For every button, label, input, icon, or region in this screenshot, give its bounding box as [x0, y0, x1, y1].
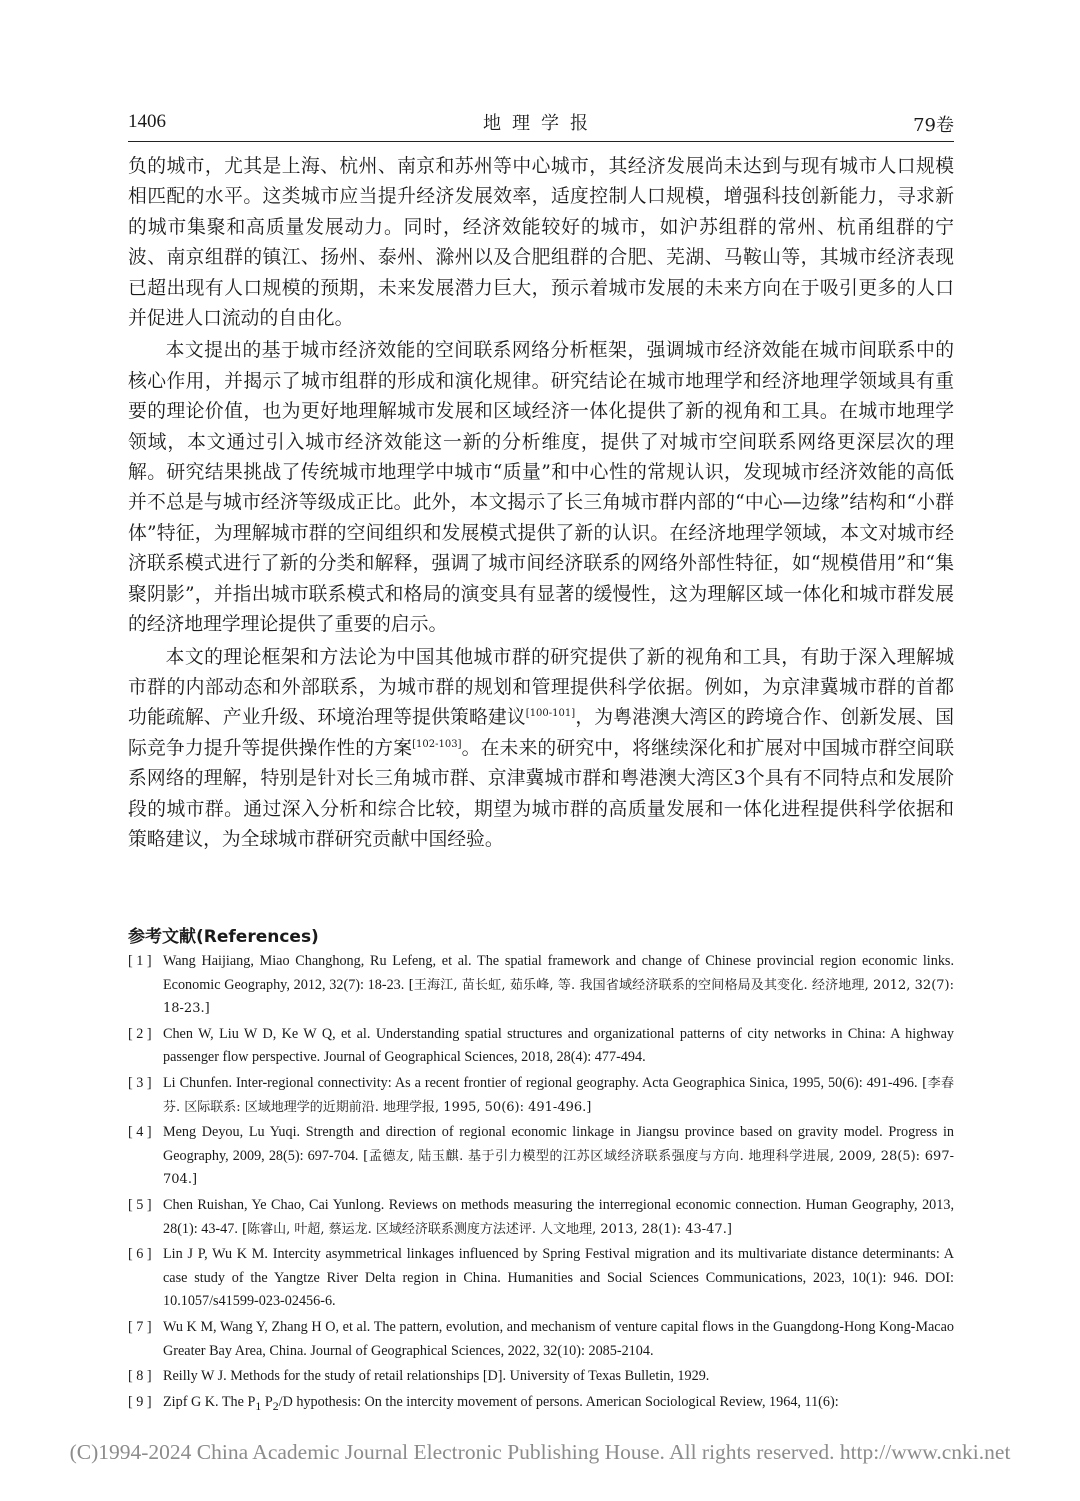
- paragraph-1: 负的城市，尤其是上海、杭州、南京和苏州等中心城市，其经济发展尚未达到与现有城市人口规模相匹配的水平。这类城市应当提升经济发展效率，适度控制人口规模，增强科技创新能力，寻求新的城市集聚和高质量发展动力。同时，经济效能较好的城市，如沪苏组群的常州、杭甬组群的宁波、南京组群的镇江、扬州、泰州、滁州以及合肥组群的合肥、芜湖、马鞍山等，其城市经济表现已超出现有人口规模的预期，未来发展潜力巨大，预示着城市发展的未来方向在于吸引更多的人口并促进人口流动的自由化。: [128, 156, 954, 330]
- running-header: [128, 109, 954, 142]
- reference-text-pre: Zipf G K. The P: [163, 1393, 256, 1410]
- reference-text: Wu K M, Wang Y, Zhang H O, et al. The pattern, evolution, and mechanism of venture capital flows in the Guangdong-Hong Kong-Macao Greater Bay Area, China. Journal of Geographical Sciences, 2022, 32(10): 2085-2104.: [163, 1318, 954, 1359]
- reference-text: Wang Haijiang, Miao Changhong, Ru Lefeng, et al. The spatial framework and change of Chinese provincial region economic links. Economic Geography, 2012, 32(7): 18-23.: [163, 953, 954, 993]
- reference-item: [128, 1391, 954, 1418]
- citation-100-101: [100-101]: [525, 708, 576, 720]
- reference-number: [ 8 ]: [128, 1368, 152, 1385]
- paragraph-2: 本文提出的基于城市经济效能的空间联系网络分析框架，强调城市经济效能在城市间联系中的核心作用，并揭示了城市组群的形成和演化规律。研究结论在城市地理学和经济地理学领域具有重要的理论价值，也为更好地理解城市发展和区域经济一体化提供了新的视角和工具。在城市地理学领域，本文通过引入城市经济效能这一新的分析维度，提供了对城市空间联系网络更深层次的理解。研究结果挑战了传统城市地理学中城市“质量”和中心性的常规认识，发现城市经济效能的高低并不总是与城市经济等级成正比。此外，本文揭示了长三角城市群内部的“中心—边缘”结构和“小群体”特征，为理解城市群的空间组织和发展模式提供了新的认识。在经济地理学领域，本文对城市经济联系模式进行了新的分类和解释，强调了城市间经济联系的网络外部性特征，如“规模借用”和“集聚阴影”，并指出城市联系模式和格局的演变具有显著的缓慢性，这为理解区域一体化和城市群发展的经济地理学理论提供了重要的启示。: [128, 340, 954, 636]
- journal-title: 地理学报: [483, 113, 599, 134]
- reference-text-post: /D hypothesis: On the intercity movement of persons. American Sociological Review, 1964, 11(6):: [278, 1393, 839, 1410]
- copyright-footer: (C)1994-2024 China Academic Journal Electronic Publishing House. All rights reserved. http://www.cnki.net: [69, 1440, 1011, 1464]
- body-text: [128, 152, 954, 857]
- reference-item: [128, 1072, 954, 1119]
- paragraph-3-part-a: 本文的理论框架和方法论为中国其他城市群的研究提供了新的视角和工具，有助于深入理解城市群的内部动态和外部联系，为城市群的规划和管理提供科学依据。例如，为京津冀城市群的首都功能疏解、产业升级、环境治理等提供策略建议: [128, 646, 954, 729]
- reference-number: [ 4 ]: [128, 1124, 152, 1141]
- reference-number: [ 9 ]: [128, 1393, 152, 1410]
- reference-number: [ 2 ]: [128, 1025, 152, 1042]
- reference-number: [ 6 ]: [128, 1246, 152, 1263]
- subscript-2: 2: [272, 1398, 279, 1413]
- reference-text: Li Chunfen. Inter-regional connectivity: As a recent frontier of regional geography. Acta Geographica Sinica, 1995, 50(6): 491-496.: [163, 1074, 918, 1091]
- reference-text: Chen Ruishan, Ye Chao, Cai Yunlong. Reviews on methods measuring the interregional economic connection. Human Geography, 2013, 28(1): 43-47.: [163, 1196, 954, 1237]
- reference-text-cn: [王海江, 苗长虹, 茹乐峰, 等. 我国省域经济联系的空间格局及其变化. 经济地理, 2012, 32(7): 18-23.]: [163, 977, 954, 1017]
- reference-item: [128, 1023, 954, 1070]
- paragraph-3-part-b: ，为粤港澳大湾区的跨境合作、创新发展、国际竞争力提升等提供操作性的方案: [128, 707, 955, 759]
- reference-number: [ 7 ]: [128, 1318, 152, 1335]
- reference-number: [ 3 ]: [128, 1074, 152, 1091]
- subscript-1: 1: [255, 1398, 262, 1413]
- citation-102-103: [102-103]: [412, 738, 462, 750]
- reference-text: Meng Deyou, Lu Yuqi. Strength and direction of regional economic linkage in Jiangsu province based on gravity model. Progress in Geography, 2009, 28(5): 697-704.: [163, 1124, 954, 1164]
- references-heading: 参考文献(References): [128, 927, 319, 947]
- reference-item: [128, 1243, 954, 1314]
- volume-label: 79卷: [913, 115, 954, 136]
- reference-text-cn: [陈睿山, 叶超, 蔡运龙. 区域经济联系测度方法述评. 人文地理, 2013, 28(1): 43-47.]: [237, 1221, 732, 1237]
- reference-item: [128, 1121, 954, 1192]
- reference-text-cn: [李春芬. 区际联系: 区域地理学的近期前沿. 地理学报, 1995, 50(6): 491-496.]: [163, 1075, 954, 1115]
- reference-item: [128, 1365, 954, 1389]
- reference-text: Chen W, Liu W D, Ke W Q, et al. Understanding spatial structures and organizational patterns of city networks in China: A highway passenger flow perspective. Journal of Geographical Sciences, 2018, 28(4): 477-494.: [163, 1025, 954, 1066]
- reference-number: [ 1 ]: [128, 953, 152, 969]
- paragraph-3: [128, 643, 954, 856]
- reference-item: [128, 1316, 954, 1363]
- reference-text-mid: P: [261, 1393, 273, 1410]
- reference-list: [128, 950, 954, 1420]
- reference-number: [ 5 ]: [128, 1196, 152, 1213]
- reference-item: [128, 950, 954, 1021]
- reference-item: [128, 1194, 954, 1241]
- reference-text: Reilly W J. Methods for the study of retail relationships [D]. University of Texas Bulletin, 1929.: [163, 1368, 710, 1385]
- page-number: 1406: [128, 111, 166, 132]
- paragraph-3-part-c: 。在未来的研究中，将继续深化和扩展对中国城市群空间联系网络的理解，特别是针对长三角城市群、京津冀城市群和粤港澳大湾区3个具有不同特点和发展阶段的城市群。通过深入分析和综合比较，期望为城市群的高质量发展和一体化进程提供科学依据和策略建议，为全球城市群研究贡献中国经验。: [128, 737, 955, 850]
- reference-text-cn: [孟德友, 陆玉麒. 基于引力模型的江苏区域经济联系强度与方向. 地理科学进展, 2009, 28(5): 697-704.]: [163, 1148, 954, 1188]
- reference-text: Lin J P, Wu K M. Intercity asymmetrical linkages influenced by Spring Festival migration and its multivariate distance determinants: A case study of the Yangtze River Delta region in China. Humanities and Social Sciences Communications, 2023, 10(1): 946. DOI: 10.1057/s41599-023-02456-6.: [163, 1246, 954, 1310]
